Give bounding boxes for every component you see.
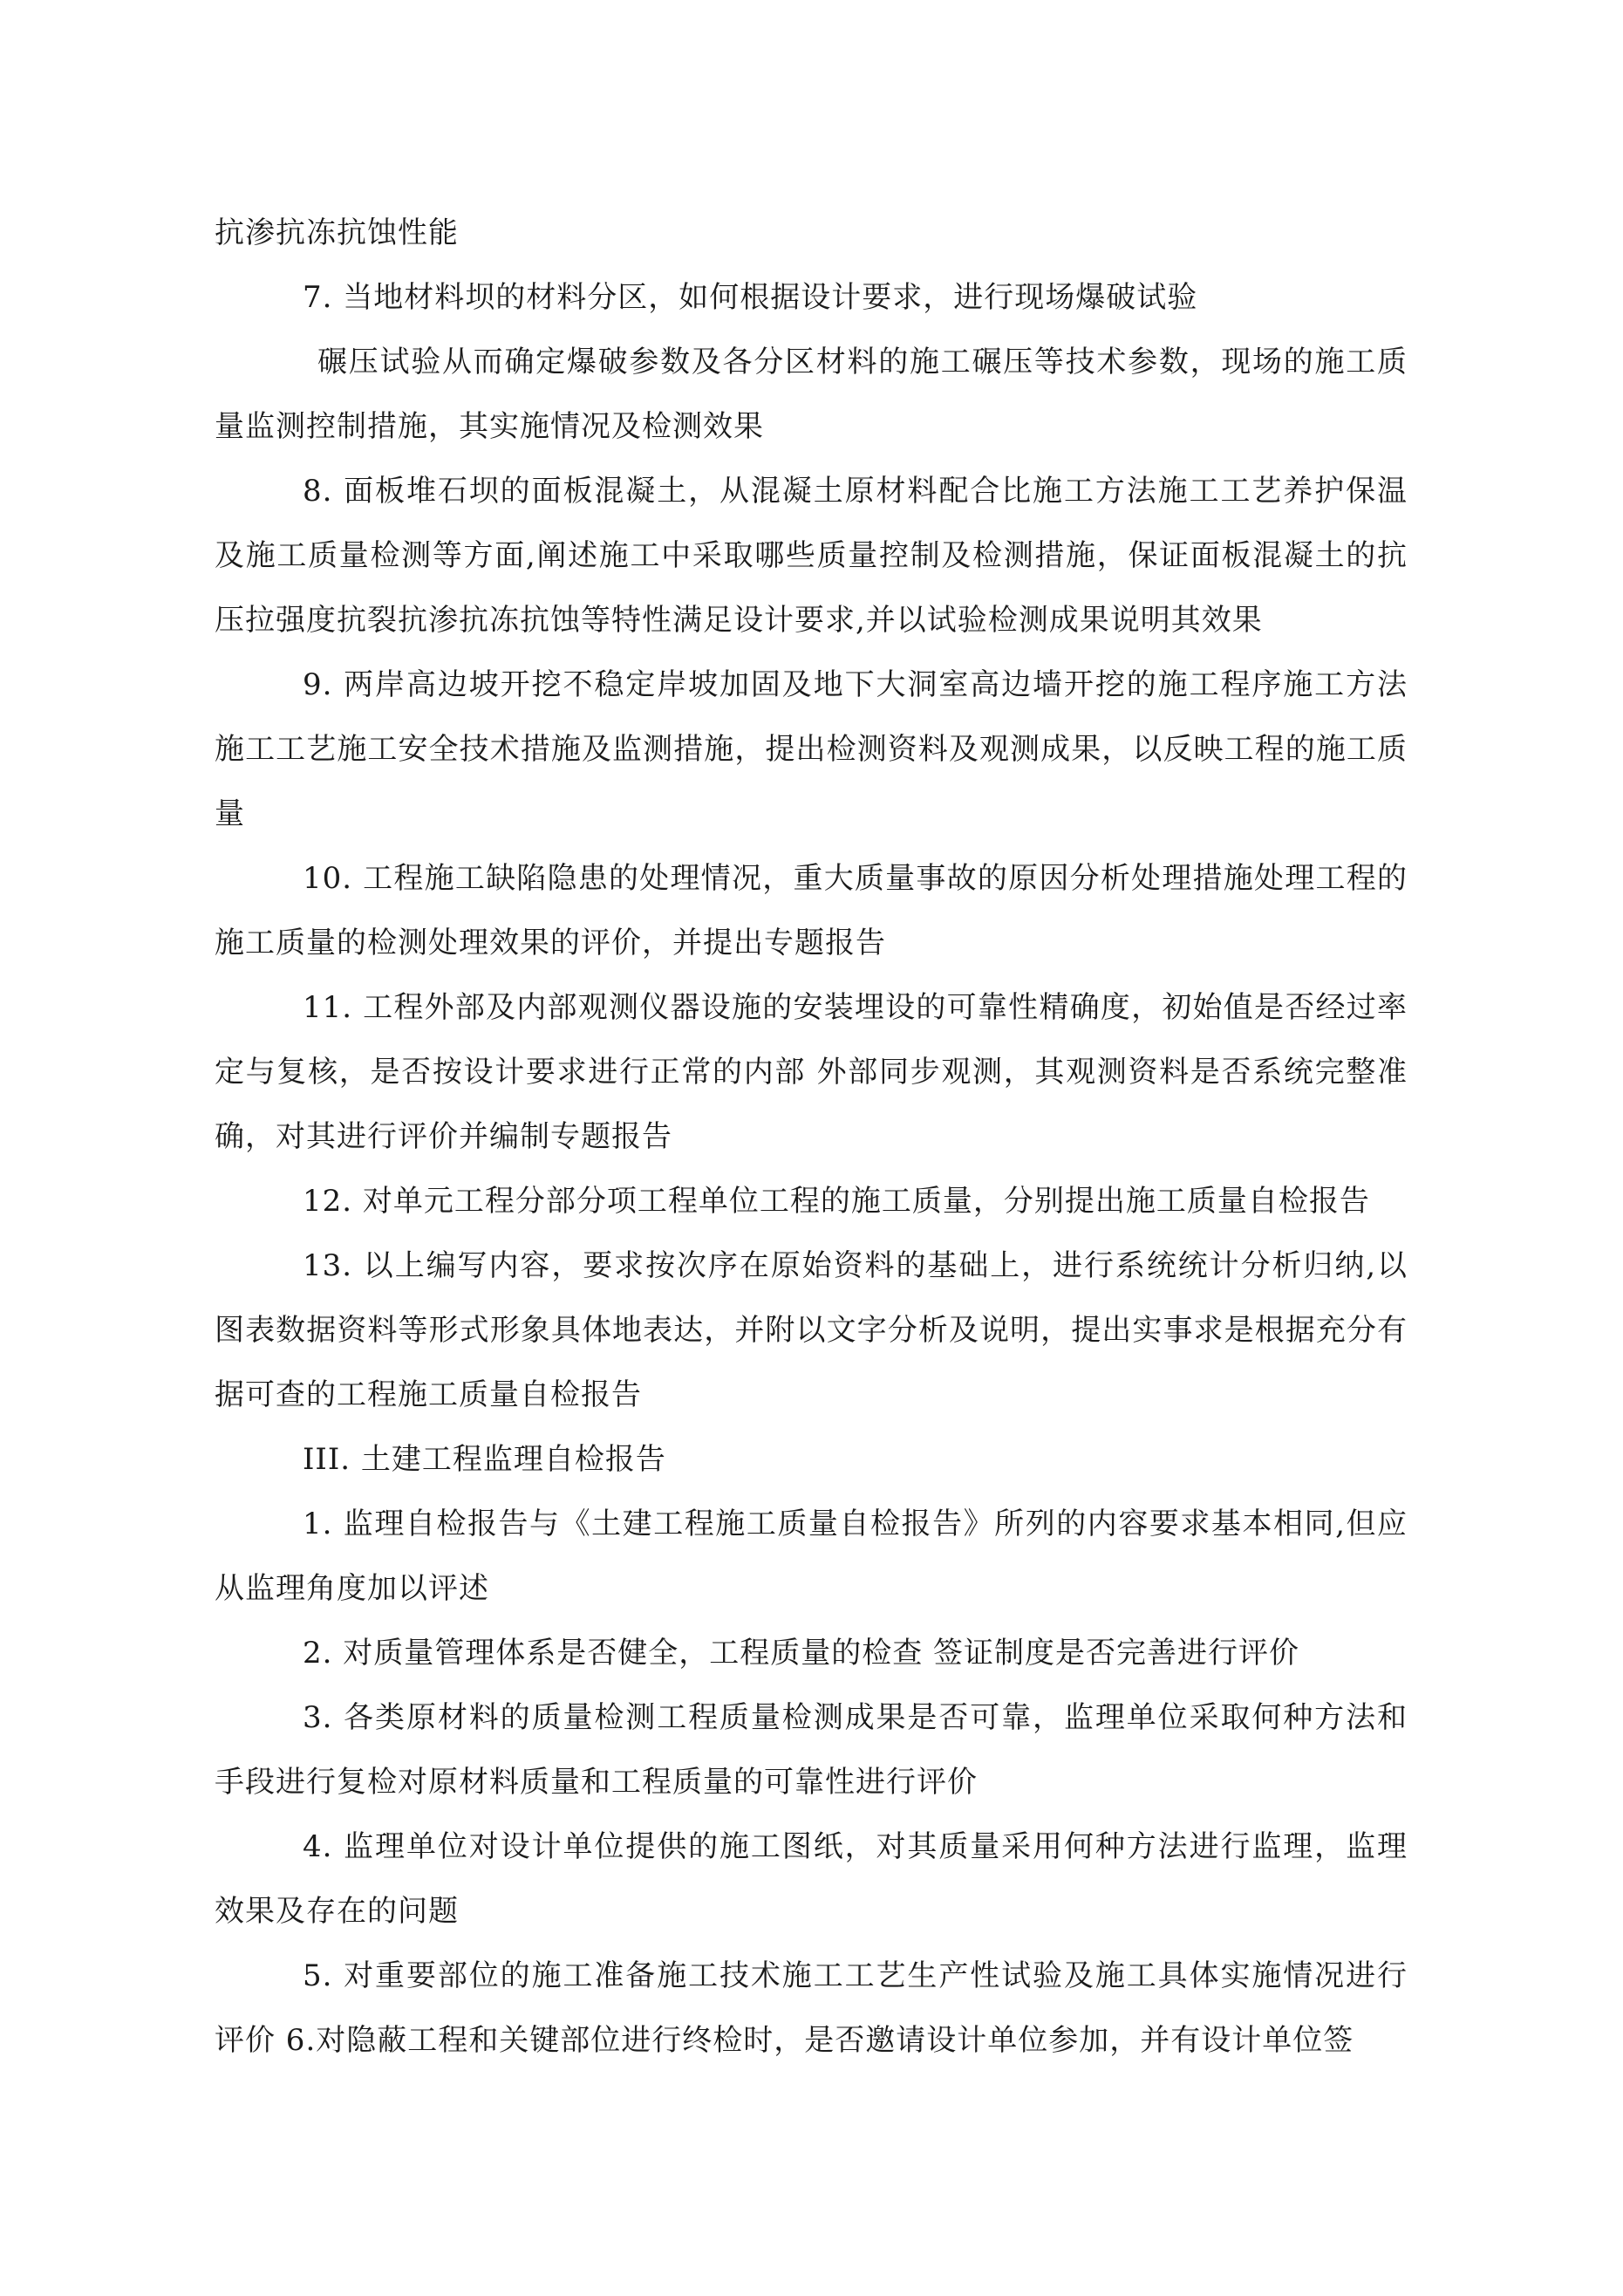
paragraph-item-10: 10. 工程施工缺陷隐患的处理情况，重大质量事故的原因分析处理措施处理工程的施工质量的检测处理效果的评价，并提出专题报告 — [215, 861, 1408, 960]
document-body — [215, 201, 1408, 2073]
paragraph-item-12: 12. 对单元工程分部分项工程单位工程的施工质量，分别提出施工质量自检报告 — [303, 1184, 1370, 1219]
paragraph-item-7: 7. 当地材料坝的材料分区，如何根据设计要求，进行现场爆破试验 — [303, 280, 1198, 315]
paragraph-item-iii-2: 2. 对质量管理体系是否健全，工程质量的检查 签证制度是否完善进行评价 — [303, 1636, 1300, 1671]
paragraph-continuation: 抗渗抗冻抗蚀性能 — [215, 215, 459, 250]
paragraph-item-7-detail: 碾压试验从而确定爆破参数及各分区材料的施工碾压等技术参数，现场的施工质量监测控制措施，其实施情况及检测效果 — [215, 345, 1408, 444]
paragraph-item-iii-5: 5. 对重要部位的施工准备施工技术施工工艺生产性试验及施工具体实施情况进行评价 6.对隐蔽工程和关键部位进行终检时，是否邀请设计单位参加，并有设计单位签 — [215, 1958, 1408, 2058]
paragraph-item-9: 9. 两岸高边坡开挖不稳定岸坡加固及地下大洞室高边墙开挖的施工程序施工方法施工工艺施工安全技术措施及监测措施，提出检测资料及观测成果，以反映工程的施工质量 — [215, 667, 1408, 831]
paragraph-item-13: 13. 以上编写内容，要求按次序在原始资料的基础上，进行系统统计分析归纳,以图表数据资料等形式形象具体地表达，并附以文字分析及说明，提出实事求是根据充分有据可查的工程施工质量自检报告 — [215, 1248, 1408, 1412]
paragraph-item-iii-1: 1. 监理自检报告与《土建工程施工质量自检报告》所列的内容要求基本相同,但应从监理角度加以评述 — [215, 1507, 1408, 1606]
paragraph-item-iii-3: 3. 各类原材料的质量检测工程质量检测成果是否可靠，监理单位采取何种方法和手段进行复检对原材料质量和工程质量的可靠性进行评价 — [215, 1700, 1408, 1800]
paragraph-item-11: 11. 工程外部及内部观测仪器设施的安装埋设的可靠性精确度，初始值是否经过率定与复核，是否按设计要求进行正常的内部 外部同步观测，其观测资料是否系统完整准确，对其进行评价并编制专题报告 — [215, 990, 1408, 1154]
section-heading-iii: III. 土建工程监理自检报告 — [303, 1442, 666, 1477]
paragraph-item-iii-4: 4. 监理单位对设计单位提供的施工图纸，对其质量采用何种方法进行监理，监理效果及存在的问题 — [215, 1829, 1408, 1929]
paragraph-item-8: 8. 面板堆石坝的面板混凝土，从混凝土原材料配合比施工方法施工工艺养护保温及施工质量检测等方面,阐述施工中采取哪些质量控制及检测措施，保证面板混凝土的抗压拉强度抗裂抗渗抗冻抗蚀等特性满足设计要求,并以试验检测成果说明其效果 — [215, 474, 1408, 638]
